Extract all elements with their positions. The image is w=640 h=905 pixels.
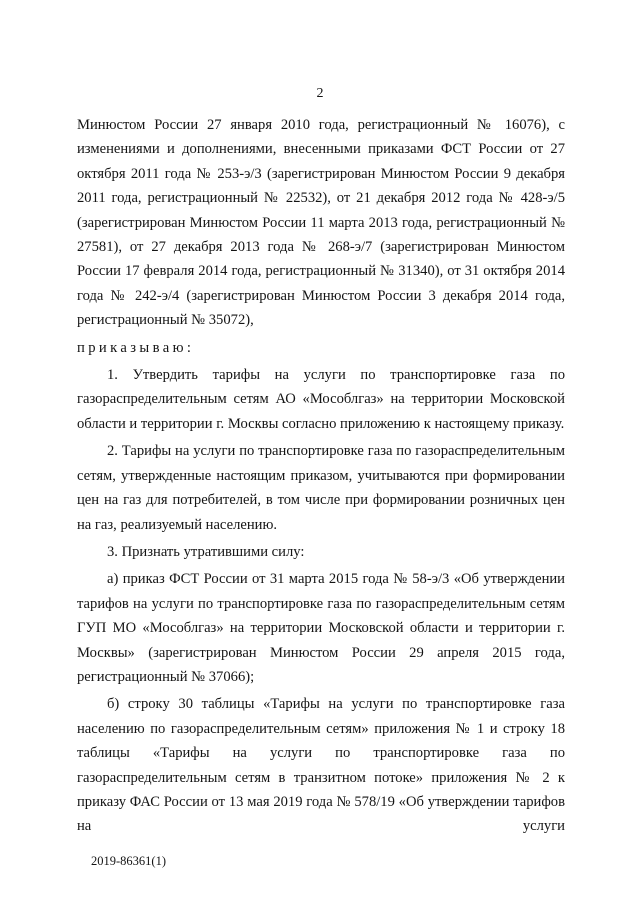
item-3b-paragraph: б) строку 30 таблицы «Тарифы на услуги по транспортировке газа населению по газораспределительным сетям» приложения № 1 и строку 18 таблицы «Тарифы на услуги по транспортировке газа по газораспределительным сетям в транзитном потоке» приложения № 2 к приказу ФАС России от 13 мая 2019 года № 578/19 «Об утверждении тарифов на услуги [77, 696, 565, 835]
document-code: 2019-86361(1) [91, 854, 166, 868]
item-2-paragraph: 2. Тарифы на услуги по транспортировке газа по газораспределительным сетям, утвержденные настоящим приказом, учитываются при формировании цен на газ для потребителей, в том числе при формировании розничных цен на газ, реализуемый населению. [77, 443, 565, 533]
page-number: 2 [316, 86, 324, 101]
item-3a-paragraph: а) приказ ФСТ России от 31 марта 2015 года № 58-э/3 «Об утверждении тарифов на услуги по транспортировке газа по газораспределительным сетям ГУП МО «Мособлгаз» на территории Московской области и территории г. Москвы» (зарегистрирован Минюстом России 29 апреля 2015 года, регистрационный № 37066); [77, 571, 565, 685]
item-1-paragraph: 1. Утвердить тарифы на услуги по транспортировке газа по газораспределительным сетям АО «Мособлгаз» на территории Московской области и территории г. Москвы согласно приложению к настоящему приказу. [77, 367, 565, 432]
order-word: приказываю: [77, 339, 195, 356]
intro-paragraph: Минюстом России 27 января 2010 года, регистрационный № 16076), с изменениями и дополнениями, внесенными приказами ФСТ России от 27 октября 2011 года № 253-э/3 (зарегистрирован Минюстом России 9 декабря 2011 года, регистрационный № 22532), от 21 декабря 2012 года № 428-э/5 (зарегистрирован Минюстом России 11 марта 2013 года, регистрационный № 27581), от 27 декабря 2013 года № 268-э/7 (зарегистрирован Минюстом России 17 февраля 2014 года, регистрационный № 31340), от 31 октября 2014 года № 242-э/4 (зарегистрирован Минюстом России 3 декабря 2014 года, регистрационный № 35072), [77, 117, 565, 329]
document-body [77, 113, 565, 839]
item-3-paragraph: 3. Признать утратившими силу: [107, 543, 305, 560]
